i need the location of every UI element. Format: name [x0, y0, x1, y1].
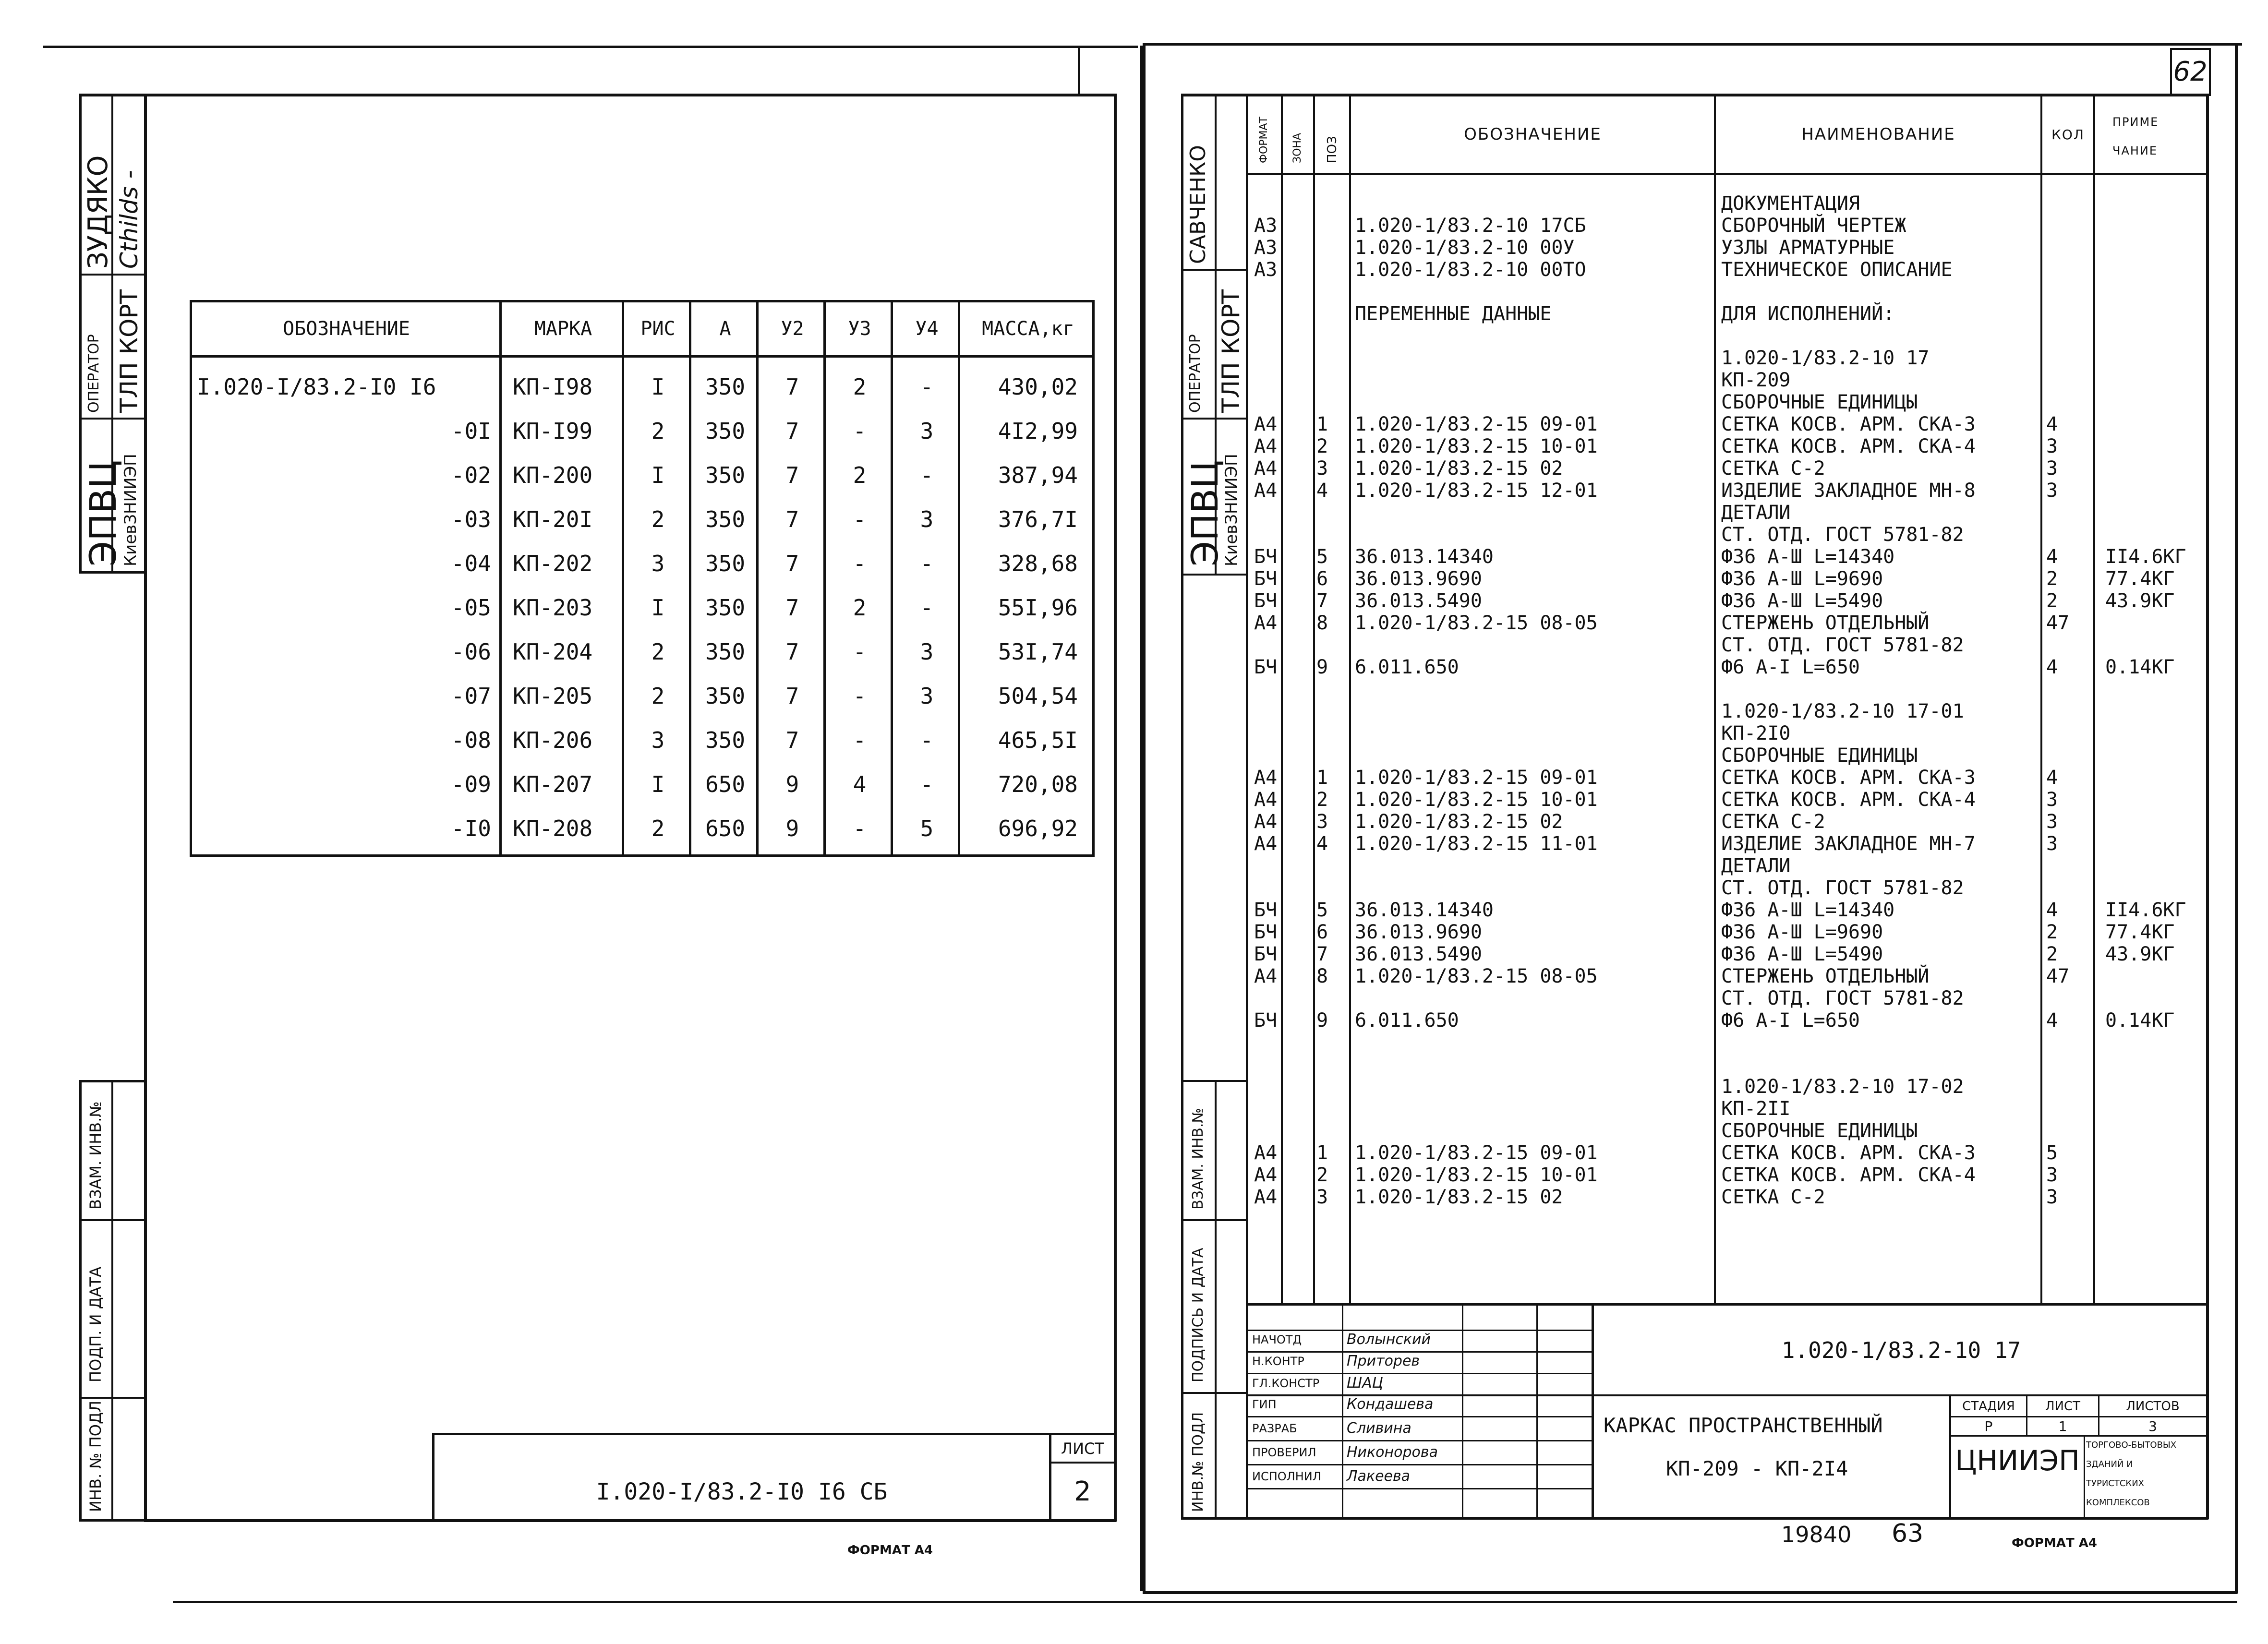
spec-n: СТЕРЖЕНЬ ОТДЕЛЬНЫЙ	[1721, 612, 1930, 634]
table-cell: КП-205	[513, 683, 593, 709]
table-cell: -	[920, 771, 934, 797]
spec-f: А4	[1254, 1164, 1278, 1186]
spec-k: 3	[2046, 1186, 2058, 1208]
signer-name: Кондашева	[1347, 1396, 1434, 1413]
col-naimenovanie: НАИМЕНОВАНИЕ	[1801, 125, 1955, 144]
stamp-org-r: ЭПВЦ	[1183, 460, 1226, 566]
table-cell: 9	[785, 816, 799, 841]
spec-k: 2	[2046, 943, 2058, 965]
spec-n: СЕТКА КОСВ. АРМ. СКА-3	[1721, 413, 1976, 435]
stamp-top2: Сthilds -	[115, 170, 143, 269]
col-poz: ПОЗ	[1325, 136, 1339, 163]
spec-n: Ф36 А-Ш L=14340	[1721, 899, 1895, 921]
col-zona: ЗОНА	[1291, 132, 1303, 163]
spec-o: 1.020-1/83.2-15 10-01	[1355, 789, 1598, 811]
table-header-cell: У4	[915, 318, 939, 340]
spec-n: СЕТКА КОСВ. АРМ. СКА-4	[1721, 789, 1976, 811]
table-cell: 350	[705, 595, 746, 621]
spec-n: СТ. ОТД. ГОСТ 5781-82	[1721, 987, 1964, 1009]
stamp-org-sub-r: КиевЗНИИЭП	[1222, 454, 1241, 566]
stamp-podp-data-r: ПОДПИСЬ И ДАТА	[1190, 1248, 1206, 1382]
spec-k: 4	[2046, 546, 2058, 568]
signer-role: Н.КОНТР	[1252, 1355, 1304, 1368]
spec-o: 1.020-1/83.2-15 11-01	[1355, 833, 1598, 855]
spec-n: ТЕХНИЧЕСКОЕ ОПИСАНИЕ	[1721, 259, 1953, 281]
org-note-1: ТОРГОВО-БЫТОВЫХ	[2086, 1440, 2177, 1450]
spec-k: 3	[2046, 480, 2058, 502]
stamp-operator-label: ОПЕРАТОР	[85, 334, 102, 413]
table-cell: 7	[785, 595, 799, 621]
spec-n: ДЛЯ ИСПОЛНЕНИЙ:	[1721, 303, 1895, 325]
table-cell: 3	[651, 727, 665, 753]
table-cell: 5	[920, 816, 934, 841]
table-cell: 7	[785, 462, 799, 488]
spec-o: 1.020-1/83.2-15 08-05	[1355, 612, 1598, 634]
sheet-value: 1	[2058, 1418, 2067, 1434]
spec-k: 3	[2046, 457, 2058, 480]
spec-f: А4	[1254, 789, 1278, 811]
spec-o: 1.020-1/83.2-15 02	[1355, 811, 1563, 833]
signer-role: НАЧОТД	[1252, 1333, 1302, 1346]
spec-f: А4	[1254, 457, 1278, 480]
spec-f: А4	[1254, 435, 1278, 457]
spec-p: 8	[1316, 965, 1328, 987]
table-row-designation: -04	[451, 551, 491, 576]
spec-p: 6	[1316, 568, 1328, 590]
table-cell: 3	[920, 683, 934, 709]
spec-p: 4	[1316, 480, 1328, 502]
stamp-operator-value-r: ТЛП КОРТ	[1217, 289, 1245, 413]
left-sheet-label: ЛИСТ	[1061, 1439, 1104, 1458]
spec-f: А3	[1254, 259, 1278, 281]
org-note-4: КОМПЛЕКСОВ	[2086, 1498, 2150, 1508]
spec-p: 3	[1316, 457, 1328, 480]
table-row-designation: -0I	[451, 418, 491, 444]
spec-k: 4	[2046, 767, 2058, 789]
spec-n: Ф36 А-Ш L=9690	[1721, 921, 1883, 943]
table-cell: 2	[853, 462, 867, 488]
spec-f: А4	[1254, 833, 1278, 855]
table-cell: 376,7I	[998, 506, 1078, 532]
spec-o: 1.020-1/83.2-15 09-01	[1355, 413, 1598, 435]
table-row-designation: -03	[451, 506, 491, 532]
table-cell: 9	[785, 771, 799, 797]
signer-name: ШАЦ	[1347, 1375, 1383, 1392]
spec-p: 2	[1316, 789, 1328, 811]
table-cell: 430,02	[998, 374, 1078, 400]
stamp-operator-label-r: ОПЕРАТОР	[1187, 334, 1204, 413]
table-cell: -	[853, 506, 867, 532]
table-cell: КП-I98	[513, 374, 593, 400]
table-cell: -	[853, 639, 867, 665]
stamp-podp-data: ПОДП. И ДАТА	[86, 1266, 105, 1382]
table-cell: 7	[785, 506, 799, 532]
spec-n: Ф36 А-Ш L=5490	[1721, 943, 1883, 965]
table-cell: КП-204	[513, 639, 593, 665]
table-cell: 696,92	[998, 816, 1078, 841]
table-cell: 350	[705, 727, 746, 753]
spec-p: 9	[1316, 656, 1328, 678]
stamp-person: САВЧЕНКО	[1186, 145, 1210, 264]
table-row-designation: -09	[451, 771, 491, 797]
spec-k: 3	[2046, 1164, 2058, 1186]
signer-role: РАЗРАБ	[1252, 1422, 1297, 1435]
org-note-2: ЗДАНИЙ И	[2086, 1459, 2133, 1469]
table-cell: КП-200	[513, 462, 593, 488]
signer-name: Приторев	[1347, 1353, 1420, 1369]
table-cell: 4I2,99	[998, 418, 1078, 444]
spec-p: 2	[1316, 1164, 1328, 1186]
table-cell: КП-208	[513, 816, 593, 841]
spec-p: 9	[1316, 1009, 1328, 1032]
spec-f: БЧ	[1254, 546, 1278, 568]
spec-o: 36.013.5490	[1355, 590, 1482, 612]
signer-name: Лакеева	[1347, 1468, 1411, 1485]
spec-p: 2	[1316, 435, 1328, 457]
table-cell: КП-I99	[513, 418, 593, 444]
spec-r: II4.6КГ	[2105, 546, 2186, 568]
stamp-org: ЭПВЦ	[82, 460, 124, 566]
spec-f: А4	[1254, 767, 1278, 789]
sheet-label: ЛИСТ	[2045, 1399, 2081, 1414]
spec-p: 1	[1316, 1142, 1328, 1164]
spec-r: 43.9КГ	[2105, 943, 2175, 965]
table-cell: -	[920, 595, 934, 621]
spec-n: СТ. ОТД. ГОСТ 5781-82	[1721, 524, 1964, 546]
spec-o: 1.020-1/83.2-10 17СБ	[1355, 215, 1586, 237]
spec-o: 1.020-1/83.2-10 00У	[1355, 237, 1575, 259]
spec-p: 7	[1316, 943, 1328, 965]
spec-f: БЧ	[1254, 1009, 1278, 1032]
table-cell: -	[920, 551, 934, 576]
table-header-cell: А	[719, 318, 731, 340]
stamp-inv-podl-r: ИНВ.№ ПОДЛ	[1190, 1412, 1206, 1512]
spec-n: Ф6 А-I L=650	[1721, 1009, 1860, 1032]
spec-n: СЕТКА КОСВ. АРМ. СКА-3	[1721, 767, 1976, 789]
spec-n: СЕТКА КОСВ. АРМ. СКА-4	[1721, 435, 1976, 457]
spec-n: СЕТКА С-2	[1721, 457, 1825, 480]
spec-k: 5	[2046, 1142, 2058, 1164]
spec-f: А4	[1254, 1186, 1278, 1208]
spec-n: КП-2I0	[1721, 722, 1791, 744]
left-format-label: ФОРМАТ А4	[847, 1543, 933, 1558]
table-cell: 2	[651, 816, 665, 841]
spec-p: 8	[1316, 612, 1328, 634]
spec-n: КП-2II	[1721, 1098, 1791, 1120]
spec-r: II4.6КГ	[2105, 899, 2186, 921]
spec-n: СТ. ОТД. ГОСТ 5781-82	[1721, 634, 1964, 656]
spec-n: СТ. ОТД. ГОСТ 5781-82	[1721, 877, 1964, 899]
spec-f: А4	[1254, 1142, 1278, 1164]
bottom-number-a: 19840	[1781, 1522, 1852, 1548]
spec-o: 1.020-1/83.2-15 10-01	[1355, 435, 1598, 457]
spec-o: 36.013.5490	[1355, 943, 1482, 965]
table-row-designation: -02	[451, 462, 491, 488]
stamp-inv-vzam-r: ВЗАМ. ИНВ.№	[1190, 1108, 1206, 1210]
table-cell: 2	[651, 683, 665, 709]
table-cell: -	[853, 683, 867, 709]
signer-name: Сливина	[1347, 1420, 1411, 1437]
table-cell: 720,08	[998, 771, 1078, 797]
table-cell: КП-202	[513, 551, 593, 576]
spec-f: А4	[1254, 480, 1278, 502]
table-cell: 53I,74	[998, 639, 1078, 665]
table-cell: -	[853, 551, 867, 576]
bottom-number-b: 63	[1892, 1519, 1924, 1548]
table-cell: 2	[651, 418, 665, 444]
spec-p: 5	[1316, 899, 1328, 921]
spec-o: 1.020-1/83.2-15 08-05	[1355, 965, 1598, 987]
table-cell: 504,54	[998, 683, 1078, 709]
table-row-designation: -06	[451, 639, 491, 665]
table-cell: 3	[920, 639, 934, 665]
spec-p: 3	[1316, 811, 1328, 833]
org-name: ЦНИИЭП	[1955, 1444, 2080, 1477]
table-cell: 350	[705, 551, 746, 576]
stamp-top1: ЗУДЯКО	[83, 155, 114, 269]
spec-o: 1.020-1/83.2-15 12-01	[1355, 480, 1598, 502]
spec-f: БЧ	[1254, 899, 1278, 921]
spec-n: Ф6 А-I L=650	[1721, 656, 1860, 678]
spec-n: 1.020-1/83.2-10 17	[1721, 347, 1930, 369]
spec-n: ИЗДЕЛИЕ ЗАКЛАДНОЕ МН-7	[1721, 833, 1976, 855]
spec-k: 47	[2046, 965, 2070, 987]
spec-r: 0.14КГ	[2105, 656, 2175, 678]
spec-f: А4	[1254, 965, 1278, 987]
table-cell: 328,68	[998, 551, 1078, 576]
spec-n: СБОРОЧНЫЕ ЕДИНИЦЫ	[1721, 391, 1918, 413]
spec-f: А3	[1254, 215, 1278, 237]
col-oboznachenie: ОБОЗНАЧЕНИЕ	[1464, 125, 1602, 144]
table-cell: -	[920, 462, 934, 488]
spec-n: СЕТКА С-2	[1721, 1186, 1825, 1208]
spec-n: 1.020-1/83.2-10 17-01	[1721, 700, 1964, 722]
spec-o: 36.013.9690	[1355, 568, 1482, 590]
table-cell: КП-20I	[513, 506, 593, 532]
spec-o: 1.020-1/83.2-15 10-01	[1355, 1164, 1598, 1186]
table-cell: 55I,96	[998, 595, 1078, 621]
signer-name: Волынский	[1347, 1331, 1431, 1348]
table-cell: 2	[853, 374, 867, 400]
spec-p: 3	[1316, 1186, 1328, 1208]
table-row-designation: -07	[451, 683, 491, 709]
spec-n: СЕТКА КОСВ. АРМ. СКА-3	[1721, 1142, 1976, 1164]
spec-p: 1	[1316, 767, 1328, 789]
spec-f: А4	[1254, 811, 1278, 833]
spec-p: 5	[1316, 546, 1328, 568]
spec-r: 43.9КГ	[2105, 590, 2175, 612]
table-cell: 650	[705, 771, 746, 797]
stamp-org-sub: КиевЗНИИЭП	[121, 454, 140, 566]
right-drawing-code: 1.020-1/83.2-10 17	[1781, 1337, 2021, 1363]
signer-name: Никонорова	[1347, 1444, 1438, 1461]
spec-o: 1.020-1/83.2-10 00ТО	[1355, 259, 1586, 281]
stamp-operator-value: ТЛП КОРТ	[115, 289, 143, 413]
left-drawing-code: I.020-I/83.2-I0 I6 СБ	[596, 1478, 888, 1505]
spec-f: БЧ	[1254, 590, 1278, 612]
spec-k: 2	[2046, 921, 2058, 943]
spec-k: 2	[2046, 590, 2058, 612]
org-note-3: ТУРИСТСКИХ	[2086, 1478, 2144, 1488]
spec-k: 4	[2046, 1009, 2058, 1032]
spec-p: 4	[1316, 833, 1328, 855]
spec-n: Ф36 А-Ш L=14340	[1721, 546, 1895, 568]
spec-n: СБОРОЧНЫЕ ЕДИНИЦЫ	[1721, 1120, 1918, 1142]
table-cell: 3	[651, 551, 665, 576]
spec-n: СТЕРЖЕНЬ ОТДЕЛЬНЫЙ	[1721, 965, 1930, 987]
table-cell: 3	[920, 506, 934, 532]
table-cell: 350	[705, 462, 746, 488]
drawing-subtitle: КП-209 - КП-2I4	[1666, 1457, 1848, 1480]
spec-n: СБОРОЧНЫЙ ЧЕРТЕЖ	[1721, 215, 1906, 237]
table-header-cell: РИС	[640, 318, 676, 340]
table-cell: -	[920, 374, 934, 400]
spec-p: 6	[1316, 921, 1328, 943]
spec-n: Ф36 А-Ш L=5490	[1721, 590, 1883, 612]
spec-n: ДЕТАЛИ	[1721, 502, 1791, 524]
spec-f: А4	[1254, 612, 1278, 634]
stamp-inv-vzam: ВЗАМ. ИНВ.№	[86, 1101, 105, 1210]
table-cell: 650	[705, 816, 746, 841]
spec-o: 6.011.650	[1355, 656, 1459, 678]
table-cell: 7	[785, 683, 799, 709]
spec-o: 6.011.650	[1355, 1009, 1459, 1032]
table-cell: 350	[705, 374, 746, 400]
col-prim-2: ЧАНИЕ	[2112, 144, 2158, 157]
table-cell: 350	[705, 418, 746, 444]
table-cell: 465,5I	[998, 727, 1078, 753]
sheets-label: ЛИСТОВ	[2126, 1399, 2180, 1414]
drawing-title: КАРКАС ПРОСТРАНСТВЕННЫЙ	[1604, 1414, 1883, 1437]
spec-k: 4	[2046, 413, 2058, 435]
spec-f: А3	[1254, 237, 1278, 259]
spec-k: 4	[2046, 899, 2058, 921]
spec-p: 1	[1316, 413, 1328, 435]
spec-n: 1.020-1/83.2-10 17-02	[1721, 1076, 1964, 1098]
table-cell: I	[651, 462, 665, 488]
table-cell: 4	[853, 771, 867, 797]
spec-n: КП-209	[1721, 369, 1791, 391]
stamp-inv-podl: ИНВ. № ПОДЛ	[86, 1400, 105, 1512]
spec-n: СЕТКА С-2	[1721, 811, 1825, 833]
table-header-cell: ОБОЗНАЧЕНИЕ	[283, 318, 410, 340]
signer-role: ИСПОЛНИЛ	[1252, 1470, 1321, 1483]
spec-n: ДОКУМЕНТАЦИЯ	[1721, 192, 1860, 215]
table-row-designation: -I0	[451, 816, 491, 841]
table-cell: КП-207	[513, 771, 593, 797]
spec-o: 1.020-1/83.2-15 09-01	[1355, 767, 1598, 789]
stage-value: Р	[1984, 1418, 1993, 1434]
table-header-cell: У3	[848, 318, 871, 340]
table-cell: 350	[705, 639, 746, 665]
spec-n: Ф36 А-Ш L=9690	[1721, 568, 1883, 590]
right-format-label: ФОРМАТ А4	[2012, 1536, 2097, 1550]
spec-f: БЧ	[1254, 656, 1278, 678]
spec-o: 36.013.14340	[1355, 546, 1494, 568]
table-cell: 3	[920, 418, 934, 444]
spec-k: 3	[2046, 789, 2058, 811]
table-cell: -	[853, 418, 867, 444]
table-cell: 2	[853, 595, 867, 621]
table-cell: 7	[785, 418, 799, 444]
spec-k: 2	[2046, 568, 2058, 590]
spec-n: ДЕТАЛИ	[1721, 855, 1791, 877]
spec-k: 3	[2046, 435, 2058, 457]
spec-o: 1.020-1/83.2-15 02	[1355, 1186, 1563, 1208]
spec-f: БЧ	[1254, 921, 1278, 943]
spec-k: 47	[2046, 612, 2070, 634]
spec-n: СЕТКА КОСВ. АРМ. СКА-4	[1721, 1164, 1976, 1186]
table-header-cell: У2	[781, 318, 804, 340]
left-sheet-number: 2	[1074, 1476, 1091, 1507]
table-header-cell: МАССА,кг	[982, 318, 1074, 340]
table-cell: 387,94	[998, 462, 1078, 488]
spec-p: 7	[1316, 590, 1328, 612]
col-format: ФОРМАТ	[1258, 117, 1270, 163]
spec-f: БЧ	[1254, 568, 1278, 590]
table-cell: 350	[705, 506, 746, 532]
stage-label: СТАДИЯ	[1962, 1399, 2015, 1414]
spec-o: 36.013.9690	[1355, 921, 1482, 943]
table-row-designation: -08	[451, 727, 491, 753]
col-kol: КОЛ	[2051, 126, 2085, 143]
table-cell: КП-206	[513, 727, 593, 753]
table-header-cell: МАРКА	[534, 318, 592, 340]
spec-o: ПЕРЕМЕННЫЕ ДАННЫЕ	[1355, 303, 1552, 325]
table-cell: КП-203	[513, 595, 593, 621]
spec-r: 0.14КГ	[2105, 1009, 2175, 1032]
signer-role: ГИП	[1252, 1398, 1277, 1411]
table-cell: I	[651, 771, 665, 797]
table-cell: 350	[705, 683, 746, 709]
table-cell: I	[651, 374, 665, 400]
spec-r: 77.4КГ	[2105, 921, 2175, 943]
table-cell: 7	[785, 374, 799, 400]
spec-f: БЧ	[1254, 943, 1278, 965]
col-prim-1: ПРИМЕ	[2112, 115, 2159, 129]
spec-o: 36.013.14340	[1355, 899, 1494, 921]
spec-o: 1.020-1/83.2-15 09-01	[1355, 1142, 1598, 1164]
spec-n: ИЗДЕЛИЕ ЗАКЛАДНОЕ МН-8	[1721, 480, 1976, 502]
table-cell: 7	[785, 639, 799, 665]
spec-k: 3	[2046, 833, 2058, 855]
table-cell: 7	[785, 727, 799, 753]
table-row-designation: -05	[451, 595, 491, 621]
table-row-designation: I.020-I/83.2-I0 I6	[197, 374, 436, 400]
table-cell: -	[920, 727, 934, 753]
signer-role: ГЛ.КОНСТР	[1252, 1377, 1320, 1390]
table-cell: -	[853, 727, 867, 753]
spec-n: СБОРОЧНЫЕ ЕДИНИЦЫ	[1721, 744, 1918, 767]
spec-o: 1.020-1/83.2-15 02	[1355, 457, 1563, 480]
table-cell: 2	[651, 639, 665, 665]
spec-n: УЗЛЫ АРМАТУРНЫЕ	[1721, 237, 1895, 259]
spec-f: А4	[1254, 413, 1278, 435]
table-cell: I	[651, 595, 665, 621]
spec-k: 3	[2046, 811, 2058, 833]
table-cell: 2	[651, 506, 665, 532]
signer-role: ПРОВЕРИЛ	[1252, 1446, 1316, 1459]
table-cell: -	[853, 816, 867, 841]
spec-r: 77.4КГ	[2105, 568, 2175, 590]
sheets-value: 3	[2148, 1418, 2157, 1434]
table-cell: 7	[785, 551, 799, 576]
page-number: 62	[2173, 56, 2208, 87]
spec-k: 4	[2046, 656, 2058, 678]
